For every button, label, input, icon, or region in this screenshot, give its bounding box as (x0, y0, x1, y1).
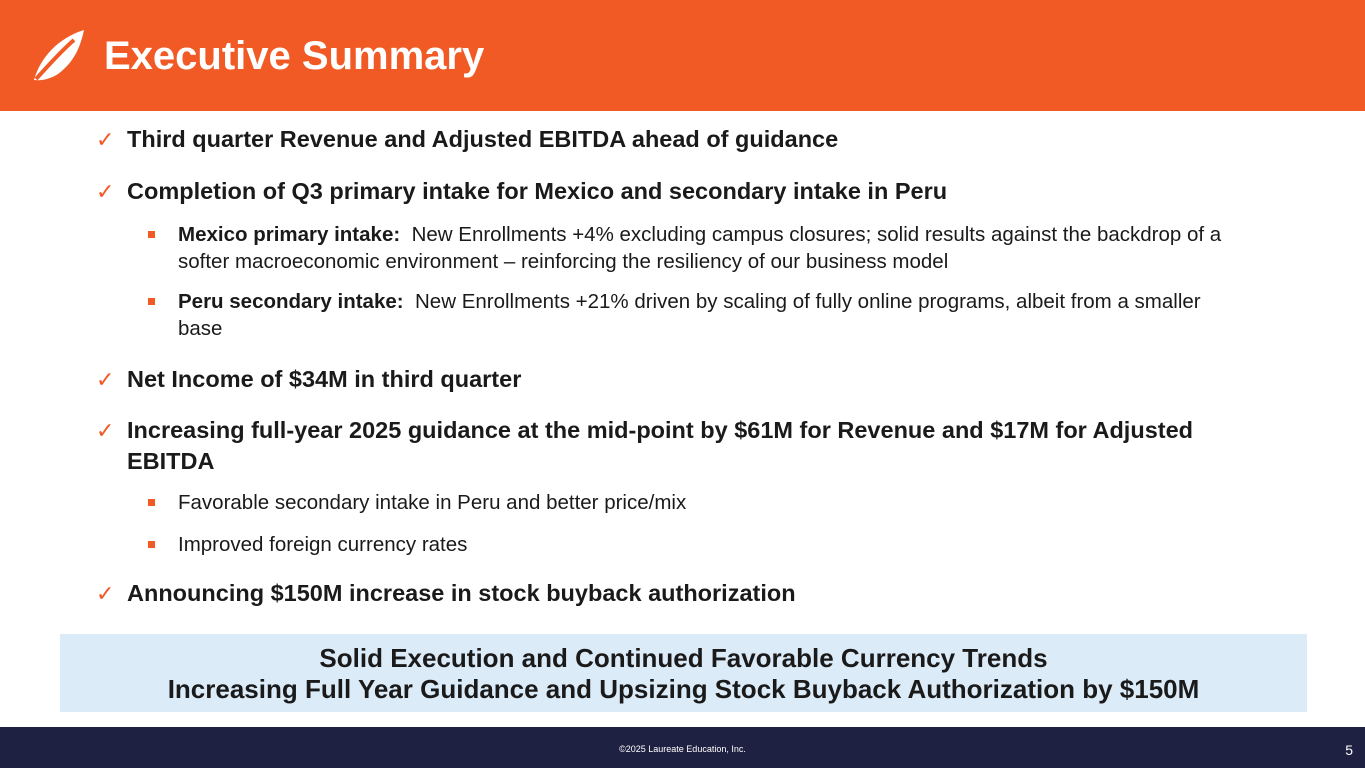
sub-bullet-item (148, 489, 1228, 516)
sub-bullet-item (148, 221, 1228, 275)
bullet-item (96, 124, 1246, 155)
bullet-text: Net Income of $34M in third quarter (127, 366, 522, 392)
square-bullet-icon (148, 541, 155, 548)
bullet-item (96, 176, 1246, 207)
slide-header (0, 0, 1365, 111)
sub-bullet-text: New Enrollments +4% excluding campus closures; solid results against the backdrop of a softer macroeconomic environment – reinforcing the resiliency of our business model (178, 223, 1222, 273)
bullet-text: Announcing $150M increase in stock buyback authorization (127, 580, 796, 606)
bullet-item (96, 578, 1246, 609)
sub-bullet-item (148, 288, 1228, 342)
checkmark-icon: ✓ (96, 581, 115, 606)
sub-bullet-label: Mexico primary intake: (178, 223, 401, 246)
copyright-text: ©2025 Laureate Education, Inc. (619, 744, 746, 754)
bullet-text: Third quarter Revenue and Adjusted EBITDA ahead of guidance (127, 126, 839, 152)
bullet-item (96, 364, 1246, 395)
bullet-text: Increasing full-year 2025 guidance at the mid-point by $61M for Revenue and $17M for Adjusted EBITDA (127, 417, 1194, 474)
checkmark-icon: ✓ (96, 367, 115, 392)
sub-bullet-text: Favorable secondary intake in Peru and better price/mix (178, 491, 687, 514)
square-bullet-icon (148, 499, 155, 506)
summary-banner (60, 634, 1307, 712)
square-bullet-icon (148, 298, 155, 305)
checkmark-icon: ✓ (96, 179, 115, 204)
sub-bullet-text: Improved foreign currency rates (178, 533, 468, 556)
bullet-text: Completion of Q3 primary intake for Mexico and secondary intake in Peru (127, 178, 948, 204)
laureate-leaf-icon (30, 28, 86, 84)
banner-line-2: Increasing Full Year Guidance and Upsizing Stock Buyback Authorization by $150M (167, 674, 1200, 704)
checkmark-icon: ✓ (96, 418, 115, 443)
checkmark-icon: ✓ (96, 127, 115, 152)
square-bullet-icon (148, 231, 155, 238)
page-title: Executive Summary (104, 34, 485, 78)
slide-footer (0, 727, 1365, 768)
page-number: 5 (1345, 742, 1353, 758)
bullet-item (96, 415, 1246, 477)
banner-line-1: Solid Execution and Continued Favorable Currency Trends (319, 643, 1048, 673)
sub-bullet-item (148, 531, 1228, 558)
sub-bullet-text: New Enrollments +21% driven by scaling of fully online programs, albeit from a smaller base (178, 290, 1201, 340)
sub-bullet-label: Peru secondary intake: (178, 290, 404, 313)
